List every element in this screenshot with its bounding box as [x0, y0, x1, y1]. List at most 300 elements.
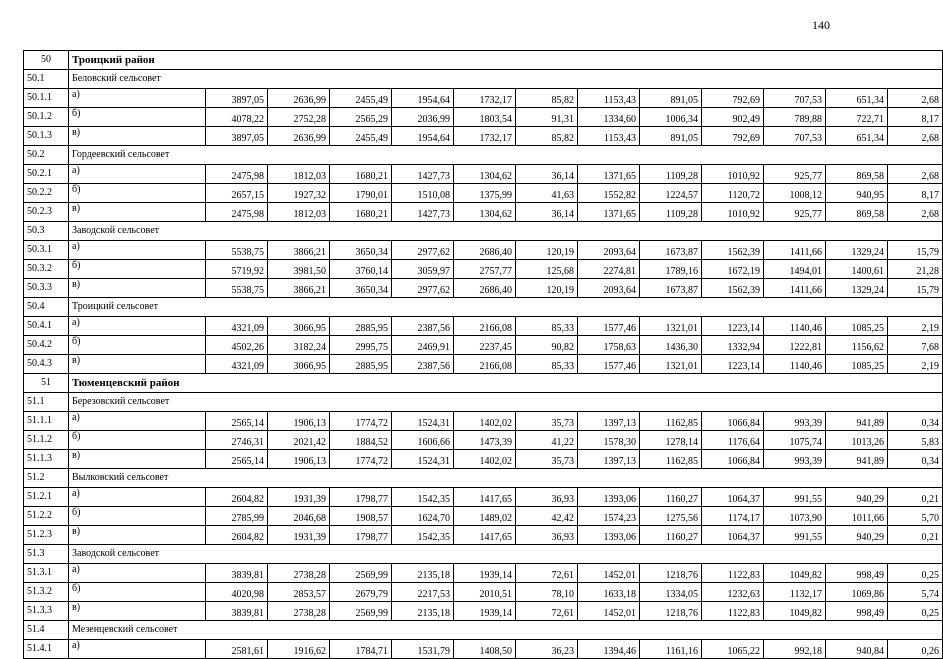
value-cell: 1010,92 [702, 203, 764, 222]
value-cell: 707,53 [764, 89, 826, 108]
value-cell: 2021,42 [268, 431, 330, 450]
value-cell: 78,10 [516, 583, 578, 602]
table-row [24, 602, 943, 621]
row-label: б) [69, 507, 206, 526]
value-cell: 1417,65 [454, 488, 516, 507]
value-cell: 85,82 [516, 127, 578, 146]
value-cell: 1162,85 [640, 450, 702, 469]
value-cell: 1393,06 [578, 526, 640, 545]
council-row [24, 222, 943, 241]
value-cell: 2,68 [888, 165, 943, 184]
row-code: 51.2.2 [24, 507, 69, 526]
value-cell: 1916,62 [268, 640, 330, 659]
value-cell: 1577,46 [578, 355, 640, 374]
value-cell: 1085,25 [826, 317, 888, 336]
value-cell: 5538,75 [206, 279, 268, 298]
value-cell: 1812,03 [268, 203, 330, 222]
value-cell: 1578,30 [578, 431, 640, 450]
row-label: в) [69, 127, 206, 146]
council-row [24, 545, 943, 564]
table-row [24, 564, 943, 583]
row-label: б) [69, 108, 206, 127]
row-label: в) [69, 279, 206, 298]
value-cell: 869,58 [826, 203, 888, 222]
value-cell: 125,68 [516, 260, 578, 279]
value-cell: 2604,82 [206, 488, 268, 507]
value-cell: 2,68 [888, 203, 943, 222]
table-body [24, 51, 943, 659]
value-cell: 1223,14 [702, 317, 764, 336]
table-row [24, 165, 943, 184]
value-cell: 1400,61 [826, 260, 888, 279]
value-cell: 1397,13 [578, 450, 640, 469]
value-cell: 2387,56 [392, 355, 454, 374]
row-code: 50.2.1 [24, 165, 69, 184]
value-cell: 1218,76 [640, 564, 702, 583]
value-cell: 1402,02 [454, 450, 516, 469]
value-cell: 1624,70 [392, 507, 454, 526]
value-cell: 2274,81 [578, 260, 640, 279]
value-cell: 1066,84 [702, 412, 764, 431]
value-cell: 1574,23 [578, 507, 640, 526]
value-cell: 1954,64 [392, 127, 454, 146]
value-cell: 2135,18 [392, 564, 454, 583]
value-cell: 1066,84 [702, 450, 764, 469]
value-cell: 1371,65 [578, 165, 640, 184]
value-cell: 1542,35 [392, 488, 454, 507]
value-cell: 2738,28 [268, 602, 330, 621]
value-cell: 1109,28 [640, 165, 702, 184]
value-cell: 1275,56 [640, 507, 702, 526]
value-cell: 1427,73 [392, 203, 454, 222]
value-cell: 3760,14 [330, 260, 392, 279]
value-cell: 1011,66 [826, 507, 888, 526]
value-cell: 792,69 [702, 127, 764, 146]
value-cell: 891,05 [640, 89, 702, 108]
row-label: в) [69, 355, 206, 374]
value-cell: 2853,57 [268, 583, 330, 602]
row-code: 50.1 [24, 70, 69, 89]
value-cell: 1321,01 [640, 317, 702, 336]
row-code: 50.1.1 [24, 89, 69, 108]
value-cell: 3066,95 [268, 355, 330, 374]
value-cell: 2093,64 [578, 279, 640, 298]
value-cell: 35,73 [516, 412, 578, 431]
value-cell: 41,63 [516, 184, 578, 203]
row-code: 51.1.1 [24, 412, 69, 431]
value-cell: 1321,01 [640, 355, 702, 374]
value-cell: 1577,46 [578, 317, 640, 336]
council-name: Вылковский сельсовет [69, 469, 943, 488]
value-cell: 3897,05 [206, 89, 268, 108]
district-row [24, 374, 943, 393]
value-cell: 0,34 [888, 450, 943, 469]
value-cell: 1927,32 [268, 184, 330, 203]
table-row [24, 108, 943, 127]
value-cell: 1798,77 [330, 488, 392, 507]
value-cell: 651,34 [826, 127, 888, 146]
row-code: 50.2 [24, 146, 69, 165]
value-cell: 3839,81 [206, 564, 268, 583]
value-cell: 1156,62 [826, 336, 888, 355]
row-code: 50.2.3 [24, 203, 69, 222]
council-row [24, 393, 943, 412]
value-cell: 993,39 [764, 450, 826, 469]
value-cell: 2686,40 [454, 241, 516, 260]
value-cell: 789,88 [764, 108, 826, 127]
council-name: Беловский сельсовет [69, 70, 943, 89]
value-cell: 1008,12 [764, 184, 826, 203]
value-cell: 1075,74 [764, 431, 826, 450]
row-code: 51.2.1 [24, 488, 69, 507]
value-cell: 21,28 [888, 260, 943, 279]
row-code: 51.2 [24, 469, 69, 488]
value-cell: 2,68 [888, 127, 943, 146]
value-cell: 2885,95 [330, 355, 392, 374]
table-row [24, 640, 943, 659]
value-cell: 2455,49 [330, 89, 392, 108]
value-cell: 4078,22 [206, 108, 268, 127]
value-cell: 90,82 [516, 336, 578, 355]
value-cell: 2565,14 [206, 450, 268, 469]
value-cell: 1673,87 [640, 241, 702, 260]
council-name: Березовский сельсовет [69, 393, 943, 412]
value-cell: 1010,92 [702, 165, 764, 184]
council-row [24, 70, 943, 89]
value-cell: 1489,02 [454, 507, 516, 526]
value-cell: 1161,16 [640, 640, 702, 659]
value-cell: 1304,62 [454, 165, 516, 184]
row-code: 50 [24, 51, 69, 70]
value-cell: 0,26 [888, 640, 943, 659]
value-cell: 925,77 [764, 203, 826, 222]
value-cell: 1394,46 [578, 640, 640, 659]
district-name: Тюменцевский район [69, 374, 943, 393]
value-cell: 1908,57 [330, 507, 392, 526]
value-cell: 1562,39 [702, 241, 764, 260]
value-cell: 1906,13 [268, 412, 330, 431]
row-code: 51 [24, 374, 69, 393]
table-row [24, 336, 943, 355]
value-cell: 2565,29 [330, 108, 392, 127]
row-label: а) [69, 241, 206, 260]
row-label: в) [69, 602, 206, 621]
table-row [24, 431, 943, 450]
value-cell: 1524,31 [392, 412, 454, 431]
value-cell: 1672,19 [702, 260, 764, 279]
row-code: 50.4.2 [24, 336, 69, 355]
value-cell: 8,17 [888, 108, 943, 127]
value-cell: 1160,27 [640, 488, 702, 507]
value-cell: 4020,98 [206, 583, 268, 602]
value-cell: 0,25 [888, 564, 943, 583]
value-cell: 15,79 [888, 241, 943, 260]
row-code: 51.1 [24, 393, 69, 412]
value-cell: 1334,05 [640, 583, 702, 602]
row-label: а) [69, 412, 206, 431]
table-row [24, 127, 943, 146]
value-cell: 2093,64 [578, 241, 640, 260]
value-cell: 1633,18 [578, 583, 640, 602]
value-cell: 3650,34 [330, 241, 392, 260]
value-cell: 1064,37 [702, 526, 764, 545]
value-cell: 2166,08 [454, 317, 516, 336]
value-cell: 36,93 [516, 526, 578, 545]
value-cell: 1606,66 [392, 431, 454, 450]
row-label: а) [69, 564, 206, 583]
value-cell: 2977,62 [392, 279, 454, 298]
value-cell: 869,58 [826, 165, 888, 184]
value-cell: 2036,99 [392, 108, 454, 127]
value-cell: 1069,86 [826, 583, 888, 602]
value-cell: 3066,95 [268, 317, 330, 336]
value-cell: 0,25 [888, 602, 943, 621]
value-cell: 1160,27 [640, 526, 702, 545]
table-row [24, 526, 943, 545]
value-cell: 1232,63 [702, 583, 764, 602]
value-cell: 1222,81 [764, 336, 826, 355]
row-code: 50.3.1 [24, 241, 69, 260]
value-cell: 1140,46 [764, 317, 826, 336]
value-cell: 1939,14 [454, 602, 516, 621]
row-label: б) [69, 583, 206, 602]
value-cell: 1784,71 [330, 640, 392, 659]
council-name: Троицкий сельсовет [69, 298, 943, 317]
value-cell: 1140,46 [764, 355, 826, 374]
value-cell: 1436,30 [640, 336, 702, 355]
value-cell: 1122,83 [702, 564, 764, 583]
value-cell: 707,53 [764, 127, 826, 146]
table-row [24, 412, 943, 431]
value-cell: 1120,72 [702, 184, 764, 203]
value-cell: 993,39 [764, 412, 826, 431]
value-cell: 941,89 [826, 450, 888, 469]
tariff-table [23, 50, 943, 659]
page-number: 140 [812, 18, 830, 32]
value-cell: 0,21 [888, 526, 943, 545]
row-code: 51.2.3 [24, 526, 69, 545]
value-cell: 3839,81 [206, 602, 268, 621]
value-cell: 1732,17 [454, 127, 516, 146]
value-cell: 1049,82 [764, 602, 826, 621]
value-cell: 1774,72 [330, 412, 392, 431]
value-cell: 85,33 [516, 355, 578, 374]
value-cell: 2977,62 [392, 241, 454, 260]
value-cell: 940,84 [826, 640, 888, 659]
value-cell: 1218,76 [640, 602, 702, 621]
value-cell: 1393,06 [578, 488, 640, 507]
value-cell: 1122,83 [702, 602, 764, 621]
value-cell: 2752,28 [268, 108, 330, 127]
value-cell: 1176,64 [702, 431, 764, 450]
table-row [24, 488, 943, 507]
council-row [24, 469, 943, 488]
value-cell: 2387,56 [392, 317, 454, 336]
row-code: 51.1.2 [24, 431, 69, 450]
value-cell: 2686,40 [454, 279, 516, 298]
value-cell: 940,29 [826, 526, 888, 545]
row-label: б) [69, 431, 206, 450]
value-cell: 891,05 [640, 127, 702, 146]
row-label: а) [69, 89, 206, 108]
value-cell: 1931,39 [268, 526, 330, 545]
value-cell: 1790,01 [330, 184, 392, 203]
row-label: в) [69, 450, 206, 469]
value-cell: 8,17 [888, 184, 943, 203]
value-cell: 5538,75 [206, 241, 268, 260]
value-cell: 120,19 [516, 241, 578, 260]
value-cell: 36,14 [516, 203, 578, 222]
value-cell: 1524,31 [392, 450, 454, 469]
value-cell: 998,49 [826, 602, 888, 621]
value-cell: 1223,14 [702, 355, 764, 374]
table-row [24, 583, 943, 602]
value-cell: 2885,95 [330, 317, 392, 336]
value-cell: 2469,91 [392, 336, 454, 355]
value-cell: 1452,01 [578, 564, 640, 583]
value-cell: 1375,99 [454, 184, 516, 203]
row-code: 50.3.3 [24, 279, 69, 298]
row-label: б) [69, 260, 206, 279]
value-cell: 1510,08 [392, 184, 454, 203]
value-cell: 1427,73 [392, 165, 454, 184]
value-cell: 2166,08 [454, 355, 516, 374]
value-cell: 3650,34 [330, 279, 392, 298]
value-cell: 722,71 [826, 108, 888, 127]
value-cell: 1680,21 [330, 203, 392, 222]
value-cell: 1174,17 [702, 507, 764, 526]
row-code: 50.2.2 [24, 184, 69, 203]
value-cell: 991,55 [764, 526, 826, 545]
value-cell: 1224,57 [640, 184, 702, 203]
value-cell: 7,68 [888, 336, 943, 355]
row-code: 50.4 [24, 298, 69, 317]
value-cell: 4321,09 [206, 317, 268, 336]
value-cell: 991,55 [764, 488, 826, 507]
value-cell: 1812,03 [268, 165, 330, 184]
value-cell: 4321,09 [206, 355, 268, 374]
council-name: Заводской сельсовет [69, 545, 943, 564]
council-name: Мезенцевский сельсовет [69, 621, 943, 640]
value-cell: 2757,77 [454, 260, 516, 279]
value-cell: 2010,51 [454, 583, 516, 602]
value-cell: 1334,60 [578, 108, 640, 127]
value-cell: 1884,52 [330, 431, 392, 450]
value-cell: 1758,63 [578, 336, 640, 355]
value-cell: 1798,77 [330, 526, 392, 545]
table-row [24, 317, 943, 336]
district-row [24, 51, 943, 70]
value-cell: 1132,17 [764, 583, 826, 602]
value-cell: 2237,45 [454, 336, 516, 355]
value-cell: 792,69 [702, 89, 764, 108]
value-cell: 36,23 [516, 640, 578, 659]
value-cell: 1673,87 [640, 279, 702, 298]
row-code: 50.3.2 [24, 260, 69, 279]
value-cell: 2569,99 [330, 564, 392, 583]
value-cell: 1402,02 [454, 412, 516, 431]
value-cell: 1408,50 [454, 640, 516, 659]
value-cell: 2636,99 [268, 89, 330, 108]
value-cell: 1329,24 [826, 241, 888, 260]
value-cell: 1531,79 [392, 640, 454, 659]
table-row [24, 279, 943, 298]
value-cell: 1732,17 [454, 89, 516, 108]
value-cell: 1397,13 [578, 412, 640, 431]
value-cell: 42,42 [516, 507, 578, 526]
value-cell: 41,22 [516, 431, 578, 450]
value-cell: 2,68 [888, 89, 943, 108]
value-cell: 3866,21 [268, 279, 330, 298]
value-cell: 2217,53 [392, 583, 454, 602]
row-code: 51.3.3 [24, 602, 69, 621]
value-cell: 1552,82 [578, 184, 640, 203]
row-code: 50.4.3 [24, 355, 69, 374]
row-code: 50.1.2 [24, 108, 69, 127]
value-cell: 1774,72 [330, 450, 392, 469]
value-cell: 1417,65 [454, 526, 516, 545]
value-cell: 1153,43 [578, 127, 640, 146]
value-cell: 85,33 [516, 317, 578, 336]
row-code: 51.3 [24, 545, 69, 564]
value-cell: 2581,61 [206, 640, 268, 659]
value-cell: 1073,90 [764, 507, 826, 526]
value-cell: 1332,94 [702, 336, 764, 355]
value-cell: 35,73 [516, 450, 578, 469]
row-label: б) [69, 184, 206, 203]
row-code: 51.3.2 [24, 583, 69, 602]
value-cell: 0,21 [888, 488, 943, 507]
value-cell: 2679,79 [330, 583, 392, 602]
value-cell: 1085,25 [826, 355, 888, 374]
value-cell: 1371,65 [578, 203, 640, 222]
table-row [24, 355, 943, 374]
value-cell: 2569,99 [330, 602, 392, 621]
row-label: б) [69, 336, 206, 355]
value-cell: 940,95 [826, 184, 888, 203]
value-cell: 1803,54 [454, 108, 516, 127]
value-cell: 72,61 [516, 602, 578, 621]
value-cell: 998,49 [826, 564, 888, 583]
value-cell: 941,89 [826, 412, 888, 431]
row-code: 51.3.1 [24, 564, 69, 583]
row-label: а) [69, 640, 206, 659]
value-cell: 1153,43 [578, 89, 640, 108]
value-cell: 5,74 [888, 583, 943, 602]
table-row [24, 260, 943, 279]
value-cell: 1049,82 [764, 564, 826, 583]
value-cell: 2046,68 [268, 507, 330, 526]
table-row [24, 184, 943, 203]
value-cell: 5719,92 [206, 260, 268, 279]
value-cell: 2785,99 [206, 507, 268, 526]
value-cell: 1494,01 [764, 260, 826, 279]
table-row [24, 241, 943, 260]
value-cell: 925,77 [764, 165, 826, 184]
district-name: Троицкий район [69, 51, 943, 70]
row-code: 50.1.3 [24, 127, 69, 146]
value-cell: 1562,39 [702, 279, 764, 298]
row-code: 51.1.3 [24, 450, 69, 469]
row-label: в) [69, 203, 206, 222]
value-cell: 1065,22 [702, 640, 764, 659]
value-cell: 1452,01 [578, 602, 640, 621]
value-cell: 2,19 [888, 317, 943, 336]
value-cell: 2,19 [888, 355, 943, 374]
value-cell: 2475,98 [206, 165, 268, 184]
value-cell: 85,82 [516, 89, 578, 108]
value-cell: 1304,62 [454, 203, 516, 222]
